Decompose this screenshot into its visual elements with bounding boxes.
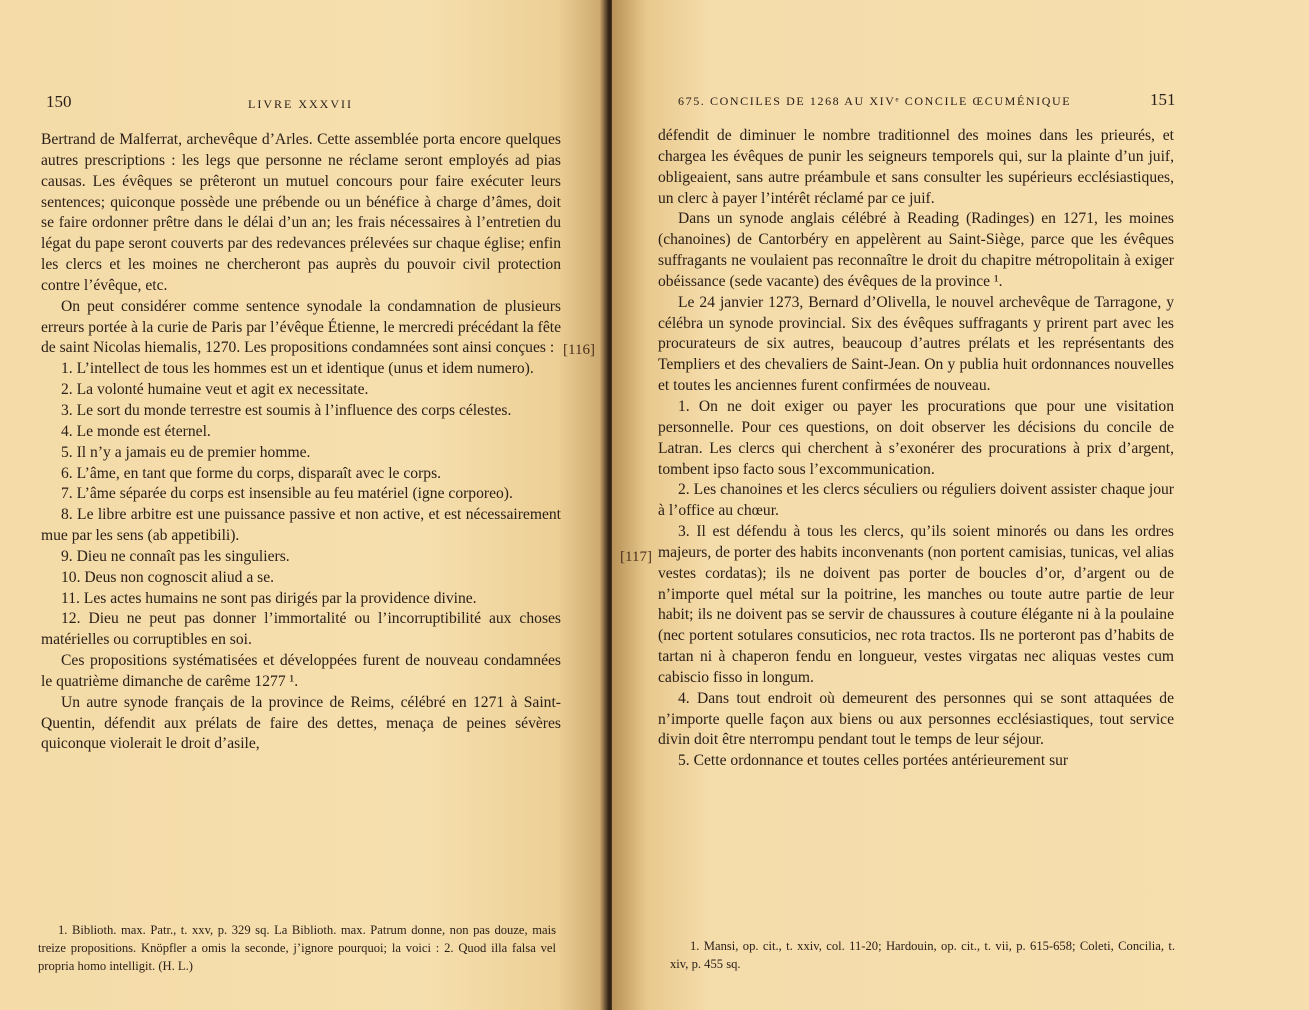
paragraph: Bertrand de Malferrat, archevêque d’Arles. Cette assemblée porta encore quelques autres prescriptions : les legs que personne ne réclame seront employés ad pias causas. Les évêques se prêteront un mutuel concours pour faire exécuter leurs sentences; quiconque possède une prébende ou un bénéfice à charge d’âmes, doit se faire ordonner prêtre dans le délai d’un an; les frais nécessaires à l’entretien du légat du pape seront couverts par des redevances prélevées sur chaque église; enfin les clercs et les moines ne chercheront pas auprès du pouvoir civil protection contre l’évêque, etc. — [41, 131, 561, 294]
left-footnote — [38, 921, 556, 975]
footnote-text: 1. Mansi, op. cit., t. xxiv, col. 11-20; Hardouin, op. cit., t. vii, p. 615-658; Coleti, Concilia, t. xiv, p. 455 sq. — [670, 939, 1175, 971]
paragraph: 12. Dieu ne peut pas donner l’immortalité ou l’incorruptibilité aux choses matérielles ou corruptibles en soi. — [41, 610, 561, 649]
paragraph: 8. Le libre arbitre est une puissance passive et non active, et est nécessairement mue par les sens (ab appetibili). — [41, 506, 561, 545]
paragraph: 4. Dans tout endroit où demeurent des personnes qui se sont attaquées de n’importe quelle façon aux biens ou aux personnes ecclésiastiques, tout service divin doit être nterrompu pendant tout le temps de leur séjour. — [658, 689, 1174, 749]
right-margin-note: [117] — [620, 549, 652, 565]
paragraph: Ces propositions systématisées et développées furent de nouveau condamnées le quatrième dimanche de carême 1277 ¹. — [41, 652, 561, 690]
paragraph: On peut considérer comme sentence synodale la condamnation de plusieurs erreurs portée à la curie de Paris par l’évêque Étienne, le mercredi précédant la fête de saint Nicolas hiemalis, 1270. Les propositions condamnées sont ainsi conçues : — [41, 297, 561, 357]
right-footnote — [670, 937, 1175, 973]
paragraph: 5. Il n’y a jamais eu de premier homme. — [61, 443, 311, 461]
paragraph: 9. Dieu ne connaît pas les singuliers. — [61, 547, 290, 565]
paragraph: 7. L’âme séparée du corps est insensible au feu matériel (igne corporeo). — [61, 485, 513, 503]
paragraph: 2. La volonté humaine veut et agit ex necessitate. — [61, 381, 369, 399]
paragraph: 2. Les chanoines et les clercs séculiers ou réguliers doivent assister chaque jour à l’office au chœur. — [658, 481, 1174, 520]
paragraph: 1. L’intellect de tous les hommes est un et identique (unus et idem numero). — [61, 360, 534, 378]
right-body-text — [658, 126, 1174, 772]
right-running-head: 675. CONCILES DE 1268 AU XIVᵉ CONCILE ŒCUMÉNIQUE — [678, 94, 1072, 108]
paragraph: 6. L’âme, en tant que forme du corps, disparaît avec le corps. — [61, 464, 442, 482]
paragraph: Le 24 janvier 1273, Bernard d’Olivella, le nouvel archevêque de Tarragone, y célébra un synode provincial. Six des évêques suffragants y prirent part avec les procurateurs de six autres, beaucoup d’autres prélats et les représentants des Templiers et des chevaliers de Saint-Jean. On y publia huit ordonnances nouvelles et toutes les anciennes furent confirmées de nouveau. — [658, 293, 1174, 395]
paragraph: 10. Deus non cognoscit aliud a se. — [61, 568, 275, 586]
left-body-text — [41, 130, 561, 755]
left-page-number: 150 — [46, 92, 72, 111]
paragraph: 5. Cette ordonnance et toutes celles portées antérieurement sur — [678, 752, 1069, 770]
paragraph: 11. Les actes humains ne sont pas dirigés par la providence divine. — [61, 589, 477, 607]
paragraph: Dans un synode anglais célébré à Reading (Radinges) en 1271, les moines (chanoines) de Cantorbéry en appelèrent au Saint-Siège, parce que les évêques suffragants ne voulaient pas reconnaître le droit du chapitre métropolitain à exiger obéissance (sede vacante) des évêques de la province ¹. — [658, 210, 1174, 290]
right-page — [612, 0, 1309, 1010]
paragraph: 3. Il est défendu à tous les clercs, qu’ils soient minorés ou dans les ordres majeurs, de porter des habits inconvenants (non portent camisias, tunicas, vel alias vestes cordatas); ils ne doivent pas porter de boucles d’or, d’argent ou de n’importe quel métal sur la poitrine, les manches ou toute autre partie de leur habit; ils ne doivent pas se servir de chaussures à couture élégante ni à la poulaine (nec portent sotulares consuticios, nec rota tractos. Ils ne porteront pas d’habits de tartan ni à chaperon fendu en longueur, vestes virgatas nec aliquas vestes cum cabiscio fisso in longum. — [658, 523, 1174, 686]
right-page-number: 151 — [1150, 90, 1176, 109]
left-running-head: LIVRE XXXVII — [248, 97, 353, 111]
paragraph: 4. Le monde est éternel. — [61, 422, 211, 440]
paragraph: 3. Le sort du monde terrestre est soumis à l’influence des corps célestes. — [61, 401, 512, 419]
paragraph: Un autre synode français de la province de Reims, célébré en 1271 à Saint-Quentin, défendit aux prélats de faire des dettes, menaça de peines sévères quiconque violerait le droit d’asile, — [41, 693, 561, 753]
left-page — [0, 0, 606, 1010]
footnote-text: 1. Biblioth. max. Patr., t. xxv, p. 329 sq. La Biblioth. max. Patrum donne, non pas douze, mais treize propositions. Knöpfler a omis la seconde, j’ignore pourquoi; la voici : 2. Quod illa falsa vel propria homo intelligit. (H. L.) — [38, 923, 556, 973]
left-margin-note: [116] — [563, 342, 595, 358]
paragraph: défendit de diminuer le nombre traditionnel des moines dans les prieurés, et chargea les évêques de punir les seigneurs temporels qui, sur la plainte d’un juif, obligeaient, sans autre préambule et sans consulter les supérieurs ecclésiastiques, un clerc à payer l’intérêt réclamé par ce juif. — [658, 127, 1174, 207]
paragraph: 1. On ne doit exiger ou payer les procurations que pour une visitation personnelle. Pour ces questions, on doit observer les décisions du concile de Latran. Les clercs qui cherchent à s’exonérer des procurations à prix d’argent, tombent ipso facto sous l’excommunication. — [658, 397, 1174, 478]
